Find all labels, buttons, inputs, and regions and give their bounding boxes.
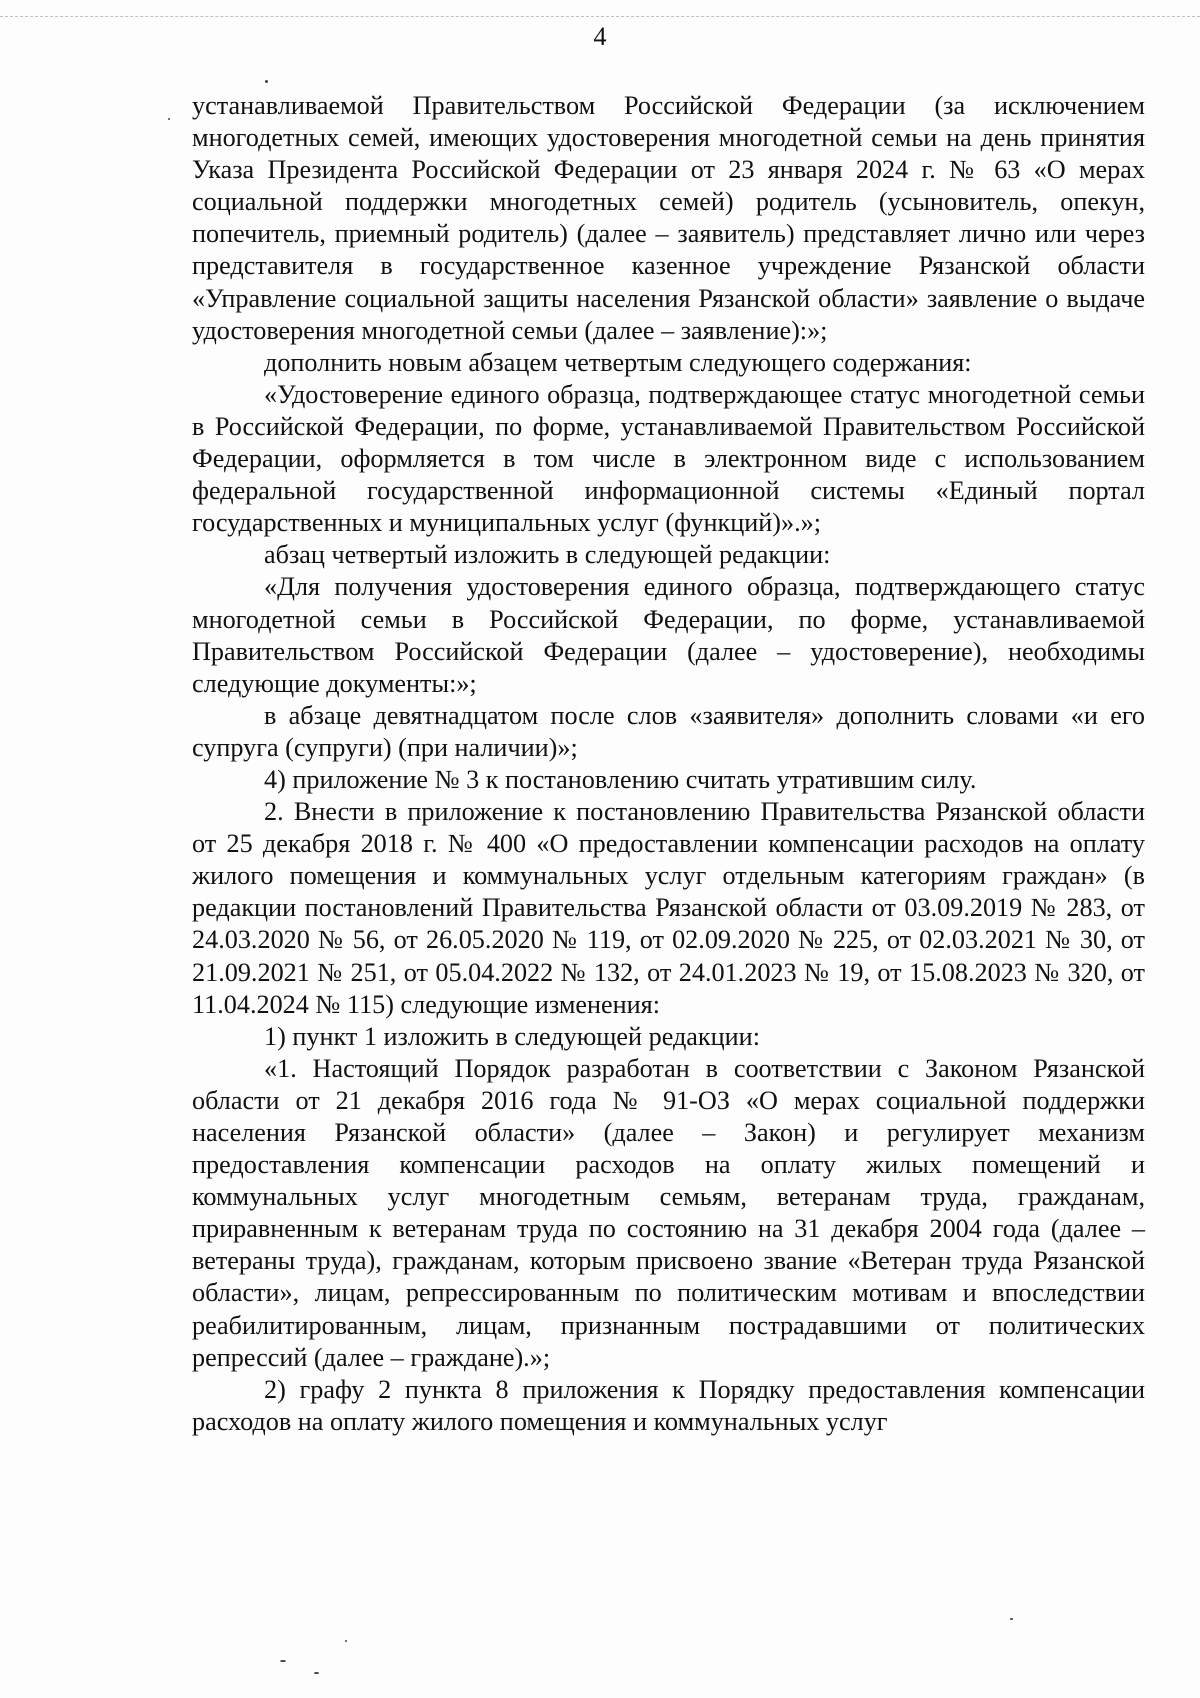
scan-edge-line [0, 16, 1200, 17]
scan-speck [314, 1672, 319, 1674]
document-body [192, 90, 1145, 1438]
paragraph: 1) пункт 1 изложить в следующей редакции: [264, 1021, 760, 1051]
paragraph: «Для получения удостоверения единого образца, подтверждающего статус многодетной семьи в Российской Федерации, по форме, устанавливаемой Правительством Российской Федерации (далее – удостоверение), необходимы следующие документы:»; [192, 572, 1145, 698]
scan-speck [345, 1640, 347, 1642]
paragraph: 2) графу 2 пункта 8 приложения к Порядку предоставления компенсации расходов на оплату жилого помещения и коммунальных услуг [192, 1374, 1145, 1436]
paragraph: 4) приложение № 3 к постановлению считать утратившим силу. [264, 764, 977, 794]
paragraph: 2. Внести в приложение к постановлению Правительства Рязанской области от 25 декабря 2018 г. № 400 «О предоставлении компенсации расходов на оплату жилого помещения и коммунальных услуг отдельным категориям граждан» (в редакции постановлений Правительства Рязанской области от 03.09.2019 № 283, от 24.03.2020 № 56, от 26.05.2020 № 119, от 02.09.2020 № 225, от 02.03.2021 № 30, от 21.09.2021 № 251, от 05.04.2022 № 132, от 24.01.2023 № 19, от 15.08.2023 № 320, от 11.04.2024 № 115) следующие изменения: [192, 797, 1145, 1019]
scan-speck [1010, 1618, 1013, 1620]
scan-speck [280, 1660, 286, 1662]
page-number: 4 [593, 22, 607, 51]
paragraph: «Удостоверение единого образца, подтверждающее статус многодетной семьи в Российской Федерации, по форме, устанавливаемой Правительством Российской Федерации, оформляется в том числе в электронном виде с использованием федеральной государственной информационной системы «Единый портал государственных и муниципальных услуг (функций)».»; [192, 379, 1145, 538]
paragraph: дополнить новым абзацем четвертым следующего содержания: [264, 347, 972, 377]
paragraph: «1. Настоящий Порядок разработан в соответствии с Законом Рязанской области от 21 декабря 2016 года № 91-ОЗ «О мерах социальной поддержки населения Рязанской области» (далее – Закон) и регулирует механизм предоставления компенсации расходов на оплату жилых помещений и коммунальных услуг многодетным семьям, ветеранам труда, гражданам, приравненным к ветеранам труда по состоянию на 31 декабря 2004 года (далее – ветераны труда), гражданам, которым присвоено звание «Ветеран труда Рязанской области», лицам, репрессированным по политическим мотивам и впоследствии реабилитированным, лицам, признанным пострадавшими от политических репрессий (далее – граждане).»; [192, 1053, 1145, 1372]
paragraph: устанавливаемой Правительством Российской Федерации (за исключением многодетных семей, имеющих удостоверения многодетной семьи на день принятия Указа Президента Российской Федерации от 23 января 2024 г. № 63 «О мерах социальной поддержки многодетных семей) родитель (усыновитель, опекун, попечитель, приемный родитель) (далее – заявитель) представляет лично или через представителя в государственное казенное учреждение Рязанской области «Управление социальной защиты населения Рязанской области» заявление о выдаче удостоверения многодетной семьи (далее – заявление):»; [192, 91, 1145, 345]
paragraph: абзац четвертый изложить в следующей редакции: [264, 540, 831, 570]
paragraph: в абзаце девятнадцатом после слов «заявителя» дополнить словами «и его супруга (супруги) (при наличии)»; [192, 700, 1145, 762]
scan-speck [168, 118, 170, 120]
scan-speck [265, 80, 268, 83]
